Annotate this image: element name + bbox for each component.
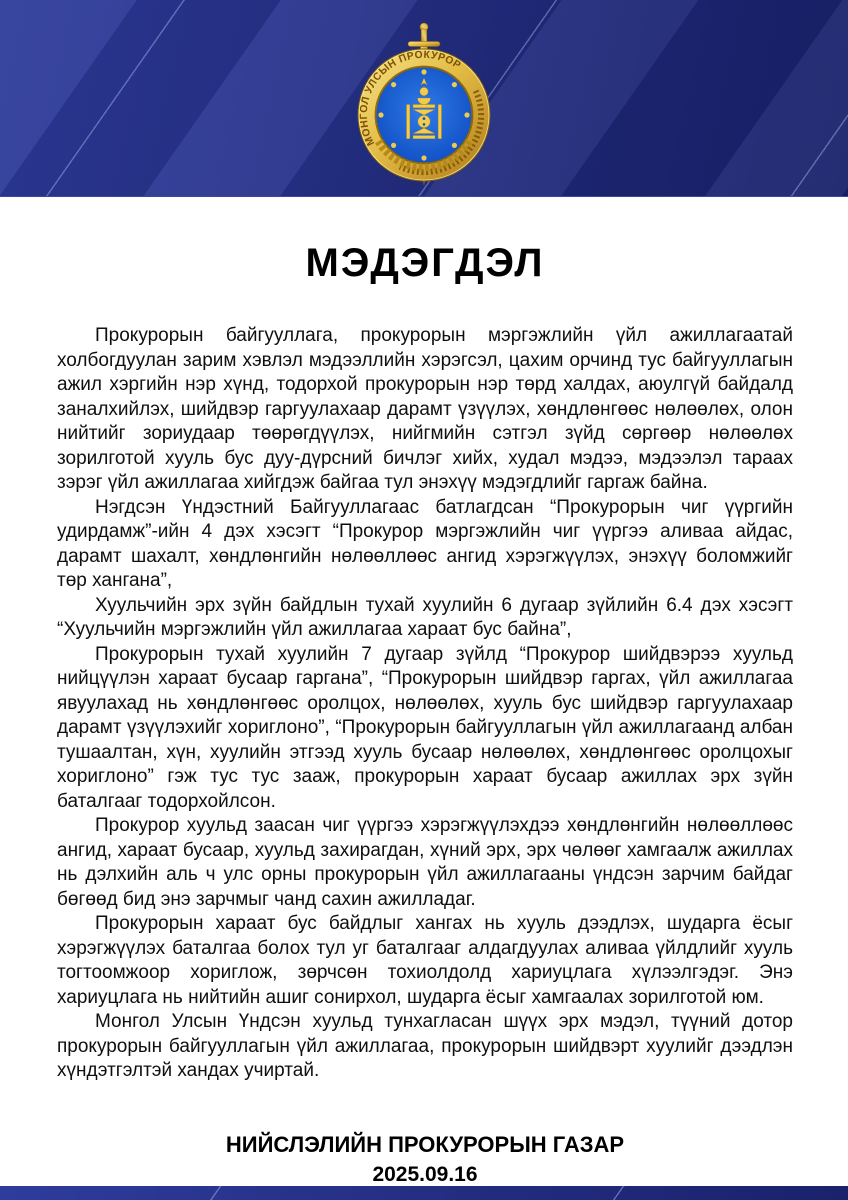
footer-date: 2025.09.16 [372, 1162, 478, 1186]
emblem-ring-text: МОНГОЛ УЛСЫН ПРОКУРОР [357, 48, 464, 148]
paragraph-6: Прокурорын хараат бус байдлыг хангах нь хууль дээдлэх, шударга ёсыг хэрэгжүүлэх баталгаа болох тул уг баталгааг алдагдуулах аливаа үйлдлийг хууль тогтоомжоор хориглож, зөрчсөн тохиолдолд хариуцлага хүлээлгэдэг. Энэ хариуцлага нь нийтийн ашиг сонирхол, шударга ёсыг хамгаалах зорилготой юм. [57, 913, 793, 1008]
paragraph-1: Прокурорын байгууллага, прокурорын мэргэжлийн үйл ажиллагаатай холбогдуулан зарим хэвлэл мэдээллийн хэрэгсэл, цахим орчинд тус байгууллагын ажил хэргийн нэр хүнд, тодорхой прокурорын нэр төрд халдах, аюулгүй байдалд заналхийлэх, шийдвэр гаргуулахаар дарамт үзүүлэх, хөндлөнгөөс нөлөөлөх, олон нийтийг зориудаар төөрөгдүүлэх, нийгмийн сэтгэл зүйд сөргөөр нөлөөлөх зорилготой хууль бус дуу-дүрсний бичлэг хийх, худал мэдээ, мэдээлэл тараах зэрэг үйл ажиллагаа хийгдэж байгаа тул энэхүү мэдэгдлийг гаргаж байна. [57, 325, 793, 493]
paragraph-5: Прокурор хуульд заасан чиг үүргээ хэрэгжүүлэхдээ хөндлөнгийн нөлөөллөөс ангид, хараат бусаар, хуульд захирагдан, хүний эрх, эрх чөлөөг хамгаалж ажиллах нь дэлхийн аль ч улс орны прокурорын үйл ажиллагааны үндсэн зарчим байдаг бөгөөд бид энэ зарчмыг чанд сахин ажилладаг. [57, 815, 793, 910]
signature-block [57, 1130, 793, 1190]
bottom-accent-strip [0, 1186, 848, 1200]
paragraph-7: Монгол Улсын Үндсэн хуульд тунхагласан шүүх эрх мэдэл, түүний дотор прокурорын байгууллагын үйл ажиллагаа, прокурорын шийдвэрт хуулийг дээдлэн хүндэтгэлтэй хандах учиртай. [57, 1011, 793, 1081]
body-text [57, 324, 793, 1084]
header-banner [0, 0, 848, 197]
page-title: МЭДЭГДЭЛ [305, 241, 545, 285]
prosecutor-emblem [339, 20, 509, 190]
footer-organization: НИЙСЛЭЛИЙН ПРОКУРОРЫН ГАЗАР [225, 1131, 625, 1157]
paragraph-4: Прокурорын тухай хуулийн 7 дугаар зүйлд “Прокурор шийдвэрээ хуульд нийцүүлэн хараат бусаар гаргана”, “Прокурорын шийдвэр гаргах, үйл ажиллагаа явуулахад нь хөндлөнгөөс оролцох, нөлөөлөх, хууль бус шийдвэр гаргуулахаар дарамт үзүүлэхийг хориглоно”, “Прокурорын байгууллагын үйл ажиллагаанд албан тушаалтан, хүн, хуулийн этгээд хууль бусаар нөлөөлөх, хөндлөнгөөс оролцохыг хориглоно” гэж тус тус зааж, прокурорын хараат бусаар ажиллах эрх зүйн баталгааг тодорхойлсон. [57, 643, 793, 812]
paragraph-2: Нэгдсэн Үндэстний Байгууллагаас батлагдсан “Прокурорын чиг үүргийн удирдамж”-ийн 4 дэх хэсэгт “Прокурор мэргэжлийн чиг үүргээ аливаа айдас, дарамт шахалт, хөндлөнгийн нөлөөллөөс ангид хэрэгжүүлэх, энэхүү боломжийг төр хангана”, [57, 496, 793, 591]
document-body [0, 241, 848, 1190]
paragraph-3: Хуульчийн эрх зүйн байдлын тухай хуулийн 6 дугаар зүйлийн 6.4 дэх хэсэгт “Хуульчийн мэргэжлийн үйл ажиллагаа хараат бус байна”, [57, 594, 793, 640]
